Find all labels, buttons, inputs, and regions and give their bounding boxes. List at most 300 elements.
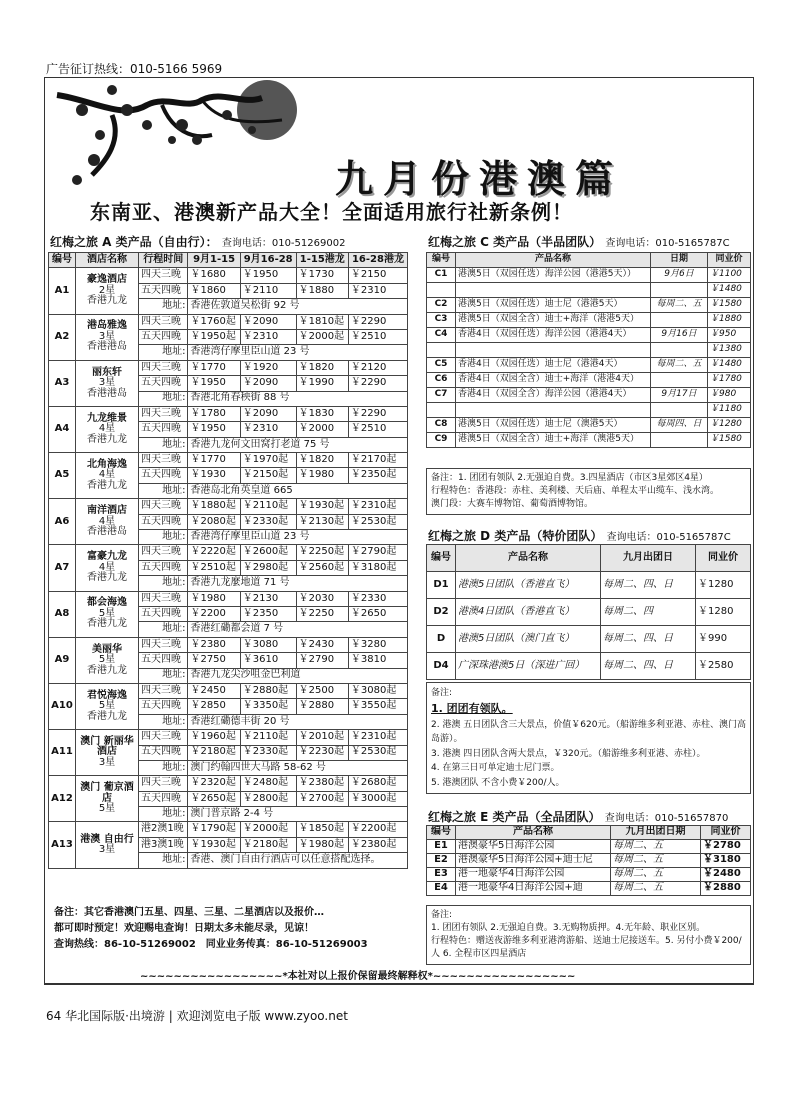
hotel-star: 2星 [98,284,116,296]
price-cell: ￥2380 [188,637,240,652]
hotel-name [76,683,139,729]
price-cell: ￥1680 [188,268,240,283]
price-cell: ￥1930起 [296,499,348,514]
price-cell: ￥2150起 [240,468,296,483]
table-row [49,776,408,791]
price-cell: ￥2430 [296,637,348,652]
section-c-col-header: 日期 [651,253,708,268]
address-label: 地址: [139,391,188,406]
itinerary-cell: 五天四晚 [139,791,188,806]
hotel-area: 香港九龙 [87,618,127,630]
product-name: 广深珠港澳5日（深进广回） [456,653,601,680]
departure-date: 每周二、五 [651,298,708,313]
hotel-name-text: 港澳 自由行 [80,833,134,845]
table-row [49,499,408,514]
section-a-col-header: 酒店名称 [76,253,139,268]
section-e-heading [428,808,728,825]
price-cell: ￥1950 [188,422,240,437]
hotel-star: 3星 [98,330,116,342]
section-c-note-1: 备注：1. 团团有领队 2.无强迫自费。3.四星酒店（市区3星郊区4星） [431,473,708,483]
price-cell: ￥2330起 [240,514,296,529]
price-cell: ￥1980 [188,591,240,606]
product-price: ￥1280 [696,599,751,626]
disclaimer: ~~~~~~~~~~~~~~~~~*本社对以上报价保留最终解释权*~~~~~~~~~~~~~~~~~ [140,971,576,982]
section-d-note-1: 1. 团团有领队。 [431,702,513,716]
address-label: 地址: [139,760,188,775]
product-name: 香港4日（双园任选）迪士尼（港港4天） [456,358,651,373]
hotel-name-text: 澳门 葡京酒店 [80,782,134,804]
itinerary-cell: 五天四晚 [139,329,188,344]
hotel-name [76,453,139,499]
hotel-name-text: 君悦海逸 [87,689,127,701]
price-cell: ￥1950 [240,268,296,283]
section-e-notes [426,905,751,965]
section-c-heading [428,233,730,250]
product-name: 港澳5日团队（香港直飞） [456,572,601,599]
price-cell: ￥2200 [188,606,240,621]
price-cell: ￥2000起 [240,822,296,837]
section-c-table [426,252,751,448]
itinerary-cell: 五天四晚 [139,560,188,575]
product-name: 港澳5日团队（澳门直飞） [456,626,601,653]
section-a-notes [54,905,404,953]
price-cell: ￥2330 [348,591,407,606]
product-name: 港澳5日（双园任选）迪士尼（港港5天） [456,298,651,313]
table-row [427,328,751,343]
section-c-col-header: 产品名称 [456,253,651,268]
product-price: ￥2880 [701,882,751,896]
hotel-code: A8 [49,591,76,637]
hotel-name-text: 美丽华 [92,643,122,655]
table-row [49,545,408,560]
price-cell: ￥1730 [296,268,348,283]
itinerary-cell: 五天四晚 [139,653,188,668]
departure-date [651,343,708,358]
price-cell: ￥1850起 [296,822,348,837]
departure-days: 每周二、五 [611,854,701,868]
price-cell: ￥2200起 [348,822,407,837]
hotel-address: 香港九龙尖沙咀金巴利道 [188,668,408,683]
product-code: E2 [427,854,456,868]
price-cell: ￥2310 [240,422,296,437]
section-c-note-3: 澳门段：大赛车博物馆、葡萄酒博物馆。 [431,499,594,510]
price-cell: ￥1970起 [240,453,296,468]
hotel-name-text: 丽东轩 [92,366,122,378]
hotel-address: 香港湾仔摩里臣山道 23 号 [188,345,408,360]
itinerary-cell: 五天四晚 [139,468,188,483]
address-label: 地址: [139,807,188,822]
hotel-code: A12 [49,776,76,822]
itinerary-cell: 五天四晚 [139,376,188,391]
product-price: ￥1880 [708,313,751,328]
hotel-area: 香港九龙 [87,710,127,722]
table-row [427,388,751,403]
price-cell: ￥2790 [296,653,348,668]
section-a-col-header: 9月16-28 [240,253,296,268]
hotel-name [76,545,139,591]
section-d-col-header: 九月出团日 [601,545,696,572]
departure-date: 每周四、日 [651,418,708,433]
price-cell: ￥2290 [348,406,407,421]
departure-date: 9月6日 [651,268,708,283]
price-cell: ￥1830 [296,406,348,421]
price-cell: ￥1980 [296,468,348,483]
price-cell: ￥1930 [188,468,240,483]
section-e-note-2: 行程特色：赠送夜游维多利亚港湾游船、送迪士尼接送车。5. 另付小费￥200/ [431,936,742,947]
product-code: E3 [427,868,456,882]
table-row [427,653,751,680]
table-row [427,599,751,626]
product-price: ￥950 [708,328,751,343]
price-cell: ￥2800起 [240,791,296,806]
price-cell: ￥2170起 [348,453,407,468]
hotel-address: 香港九龙麼地道 71 号 [188,576,408,591]
price-cell: ￥2380起 [348,837,407,852]
section-a-col-header: 编号 [49,253,76,268]
price-cell: ￥2030 [296,591,348,606]
price-cell: ￥2090 [240,406,296,421]
product-code: C3 [427,313,456,328]
price-cell: ￥2010起 [296,730,348,745]
product-name: 港一地豪华4日海洋公园 [456,868,611,882]
product-code [427,343,456,358]
price-cell: ￥2150 [348,268,407,283]
price-cell: ￥1950 [188,376,240,391]
price-cell: ￥2250 [296,606,348,621]
product-price: ￥1580 [708,298,751,313]
departure-date [651,283,708,298]
ad-hotline: 广告征订热线：010-5166 5969 [46,62,223,76]
section-a-col-header: 9月1-15 [188,253,240,268]
section-d-heading [428,527,731,544]
price-cell: ￥2000 [296,422,348,437]
section-d-note-3: 3. 港澳 四日团队含两大景点，￥320元。（船游维多利亚港、赤柱）。 [431,748,706,759]
table-row [427,268,751,283]
product-code: E4 [427,882,456,896]
price-cell: ￥2250起 [296,545,348,560]
section-c-phone: 查询电话：010-5165787C [605,238,730,249]
price-cell: ￥1980起 [296,837,348,852]
price-cell: ￥2080起 [188,514,240,529]
section-e-col-header: 九月出团日期 [611,826,701,840]
departure-days: 每周二、五 [611,868,701,882]
section-d-note-2: 2. 港澳 五日团队含三大景点，价值￥620元。（船游维多利亚港、赤柱、澳门高岛游）。 [431,719,746,745]
section-c-notes [426,468,751,515]
section-e-col-header: 编号 [427,826,456,840]
hotel-area: 香港九龙 [87,572,127,584]
price-cell: ￥2650 [348,606,407,621]
hotel-name-text: 富豪九龙 [87,551,127,563]
itinerary-cell: 四天三晚 [139,545,188,560]
hotel-star: 5星 [98,700,116,712]
product-price: ￥3180 [701,854,751,868]
hotel-code: A1 [49,268,76,314]
itinerary-cell: 四天三晚 [139,360,188,375]
price-cell: ￥2330起 [240,745,296,760]
departure-days: 每周二、四 [601,599,696,626]
price-cell: ￥2090 [240,376,296,391]
departure-date [651,433,708,448]
hotel-name [76,776,139,822]
section-d-title: 红梅之旅 D 类产品（特价团队） [428,529,603,543]
product-name: 港澳4日团队（香港直飞） [456,599,601,626]
table-row [427,854,751,868]
address-label: 地址: [139,668,188,683]
hotel-code: A5 [49,453,76,499]
product-name: 港澳5日（双园全含）迪士+海洋（澳港5天） [456,433,651,448]
hotel-name [76,314,139,360]
table-row [427,298,751,313]
price-cell: ￥1880 [296,283,348,298]
hotel-area: 香港九龙 [87,479,127,491]
price-cell: ￥2290 [348,376,407,391]
hotel-code: A10 [49,683,76,729]
price-cell: ￥2650起 [188,791,240,806]
price-cell: ￥2380起 [296,776,348,791]
product-code: D2 [427,599,456,626]
product-price: ￥2780 [701,840,751,854]
price-cell: ￥2310起 [348,730,407,745]
departure-date: 9月17日 [651,388,708,403]
section-d-col-header: 编号 [427,545,456,572]
address-label: 地址: [139,576,188,591]
price-cell: ￥2560起 [296,560,348,575]
hotel-star: 4星 [98,561,116,573]
price-cell: ￥2680起 [348,776,407,791]
hotel-name [76,637,139,683]
hotel-address: 香港湾仔摩里臣山道 23 号 [188,530,408,545]
address-label: 地址: [139,299,188,314]
section-e-col-header: 同业价 [701,826,751,840]
table-row [427,882,751,896]
section-a-note-3: 查询热线：86-10-51269002 同业业务传真：86-10-51269003 [54,939,368,950]
address-label: 地址: [139,853,188,868]
price-cell: ￥1820 [296,453,348,468]
itinerary-cell: 四天三晚 [139,776,188,791]
product-name: 港澳5日（双园全含）迪士+海洋（港港5天） [456,313,651,328]
section-a-col-header: 1-15港龙 [296,253,348,268]
price-cell: ￥2090 [240,314,296,329]
section-c-title: 红梅之旅 C 类产品（半品团队） [428,235,602,249]
product-code: C8 [427,418,456,433]
product-price: ￥1180 [708,403,751,418]
product-price: ￥1480 [708,283,751,298]
address-label: 地址: [139,714,188,729]
itinerary-cell: 四天三晚 [139,499,188,514]
hotel-name-text: 都会海逸 [87,597,127,609]
section-c-col-header: 编号 [427,253,456,268]
section-e-note-title: 备注: [431,910,453,920]
section-a-col-header: 16-28港龙 [348,253,407,268]
section-a-note-2: 都可即时预定！欢迎赐电查询！日期太多未能尽录，见谅！ [54,923,314,934]
hotel-area: 香港港岛 [87,387,127,399]
price-cell: ￥1920 [240,360,296,375]
product-name: 港澳豪华5日海洋公园+迪士尼 [456,854,611,868]
price-cell: ￥3180起 [348,560,407,575]
product-price: ￥1280 [708,418,751,433]
departure-date: 每周二、五 [651,358,708,373]
price-cell: ￥1770 [188,360,240,375]
table-row [49,591,408,606]
product-name [456,283,651,298]
price-cell: ￥1960起 [188,730,240,745]
hotel-address: 澳门约翰四世大马路 58-62 号 [188,760,408,775]
table-row [427,418,751,433]
hotel-address: 香港红磡德丰街 20 号 [188,714,408,729]
price-cell: ￥2850 [188,699,240,714]
price-cell: ￥1880起 [188,499,240,514]
hotel-star: 5星 [98,654,116,666]
product-price: ￥1580 [708,433,751,448]
section-e-phone: 查询电话：010-51657870 [604,813,729,824]
product-code [427,403,456,418]
itinerary-cell: 五天四晚 [139,422,188,437]
price-cell: ￥2980起 [240,560,296,575]
departure-days: 每周二、四、日 [601,626,696,653]
hotel-star: 4星 [98,469,116,481]
hotel-code: A3 [49,360,76,406]
price-cell: ￥2310 [240,329,296,344]
product-name: 港澳5日（双园任选）迪士尼（澳港5天） [456,418,651,433]
price-cell: ￥1760起 [188,314,240,329]
product-code: C1 [427,268,456,283]
product-price: ￥2480 [701,868,751,882]
price-cell: ￥2110 [240,283,296,298]
product-code: D1 [427,572,456,599]
product-code: C5 [427,358,456,373]
price-cell: ￥2130 [240,591,296,606]
itinerary-cell: 港3澳1晚 [139,837,188,852]
section-e-note-1: 1. 团团有领队 2.无强迫自费。3.无购物质押。4.无年龄、职业区别。 [431,923,706,934]
section-d-col-header: 同业价 [696,545,751,572]
price-cell: ￥3080 [240,637,296,652]
hotel-code: A9 [49,637,76,683]
itinerary-cell: 五天四晚 [139,745,188,760]
table-row [427,433,751,448]
table-row [49,406,408,421]
price-cell: ￥2510 [348,329,407,344]
price-cell: ￥1950起 [188,329,240,344]
hotel-star: 4星 [98,515,116,527]
hotel-code: A6 [49,499,76,545]
hotel-star: 5星 [98,803,116,815]
departure-date [651,313,708,328]
price-cell: ￥2220起 [188,545,240,560]
itinerary-cell: 四天三晚 [139,637,188,652]
price-cell: ￥1990 [296,376,348,391]
product-code: C6 [427,373,456,388]
price-cell: ￥2750 [188,653,240,668]
product-code: C4 [427,328,456,343]
price-cell: ￥2500 [296,683,348,698]
section-a-title: 红梅之旅 A 类产品（自由行）： [50,235,218,249]
table-row [427,358,751,373]
product-name: 香港4日（双园任选）海洋公园（港港4天） [456,328,651,343]
section-e-title: 红梅之旅 E 类产品（全品团队） [428,810,601,824]
section-d-note-4: 4. 在第三日可单定迪士尼门票。 [431,763,560,774]
price-cell: ￥3610 [240,653,296,668]
hotel-area: 香港港岛 [87,526,127,538]
hotel-address: 香港九龙何文田窝打老道 75 号 [188,437,408,452]
product-code [427,283,456,298]
price-cell: ￥1790起 [188,822,240,837]
section-e-table [426,825,751,896]
price-cell: ￥2130起 [296,514,348,529]
address-label: 地址: [139,345,188,360]
price-cell: ￥2530起 [348,745,407,760]
product-price: ￥990 [696,626,751,653]
product-name: 港澳豪华5日海洋公园 [456,840,611,854]
price-cell: ￥3000起 [348,791,407,806]
itinerary-cell: 四天三晚 [139,314,188,329]
table-row [49,453,408,468]
itinerary-cell: 四天三晚 [139,453,188,468]
plum-blossom-illustration [52,80,342,200]
table-row [427,403,751,418]
table-row [427,868,751,882]
hotel-name [76,591,139,637]
address-label: 地址: [139,530,188,545]
table-row [49,822,408,837]
section-a-heading [50,233,345,250]
price-cell: ￥2530起 [348,514,407,529]
hotel-name [76,268,139,314]
itinerary-cell: 四天三晚 [139,730,188,745]
hotel-address: 香港岛北角英皇道 665 [188,483,408,498]
page-subtitle: 东南亚、港澳新产品大全！全面适用旅行社新条例！ [90,200,573,224]
hotel-star: 3星 [98,756,116,768]
table-row [427,313,751,328]
price-cell: ￥3080起 [348,683,407,698]
section-e-col-header: 产品名称 [456,826,611,840]
hotel-name [76,730,139,776]
itinerary-cell: 五天四晚 [139,699,188,714]
hotel-name-text: 北角海逸 [87,458,127,470]
page-title: 九月份港澳篇 [335,156,624,201]
section-d-table [426,544,751,680]
product-code: C2 [427,298,456,313]
price-cell: ￥2450 [188,683,240,698]
departure-days: 每周二、五 [611,840,701,854]
product-name: 港澳5日（双园任选）海洋公园（港港5天）） [456,268,651,283]
hotel-name [76,499,139,545]
hotel-address: 香港佐敦道吴松街 92 号 [188,299,408,314]
price-cell: ￥2880 [296,699,348,714]
hotel-code: A4 [49,406,76,452]
hotel-name-text: 澳门 新丽华酒店 [80,735,134,758]
hotel-name-text: 九龙维景 [87,412,127,424]
section-a-col-header: 行程时间 [139,253,188,268]
product-price: ￥1100 [708,268,751,283]
product-price: ￥1780 [708,373,751,388]
product-price: ￥1480 [708,358,751,373]
product-name: 香港4日（双园全含）海洋公园（港港4天） [456,388,651,403]
price-cell: ￥2510 [348,422,407,437]
hotel-name-text: 豪逸酒店 [87,274,127,286]
product-price: ￥980 [708,388,751,403]
itinerary-cell: 四天三晚 [139,683,188,698]
hotel-star: 5星 [98,607,116,619]
price-cell: ￥2290 [348,314,407,329]
price-cell: ￥1780 [188,406,240,421]
price-cell: ￥3550起 [348,699,407,714]
table-row [49,683,408,698]
price-cell: ￥3810 [348,653,407,668]
price-cell: ￥2880起 [240,683,296,698]
hotel-name [76,360,139,406]
price-cell: ￥1810起 [296,314,348,329]
price-cell: ￥2000起 [296,329,348,344]
